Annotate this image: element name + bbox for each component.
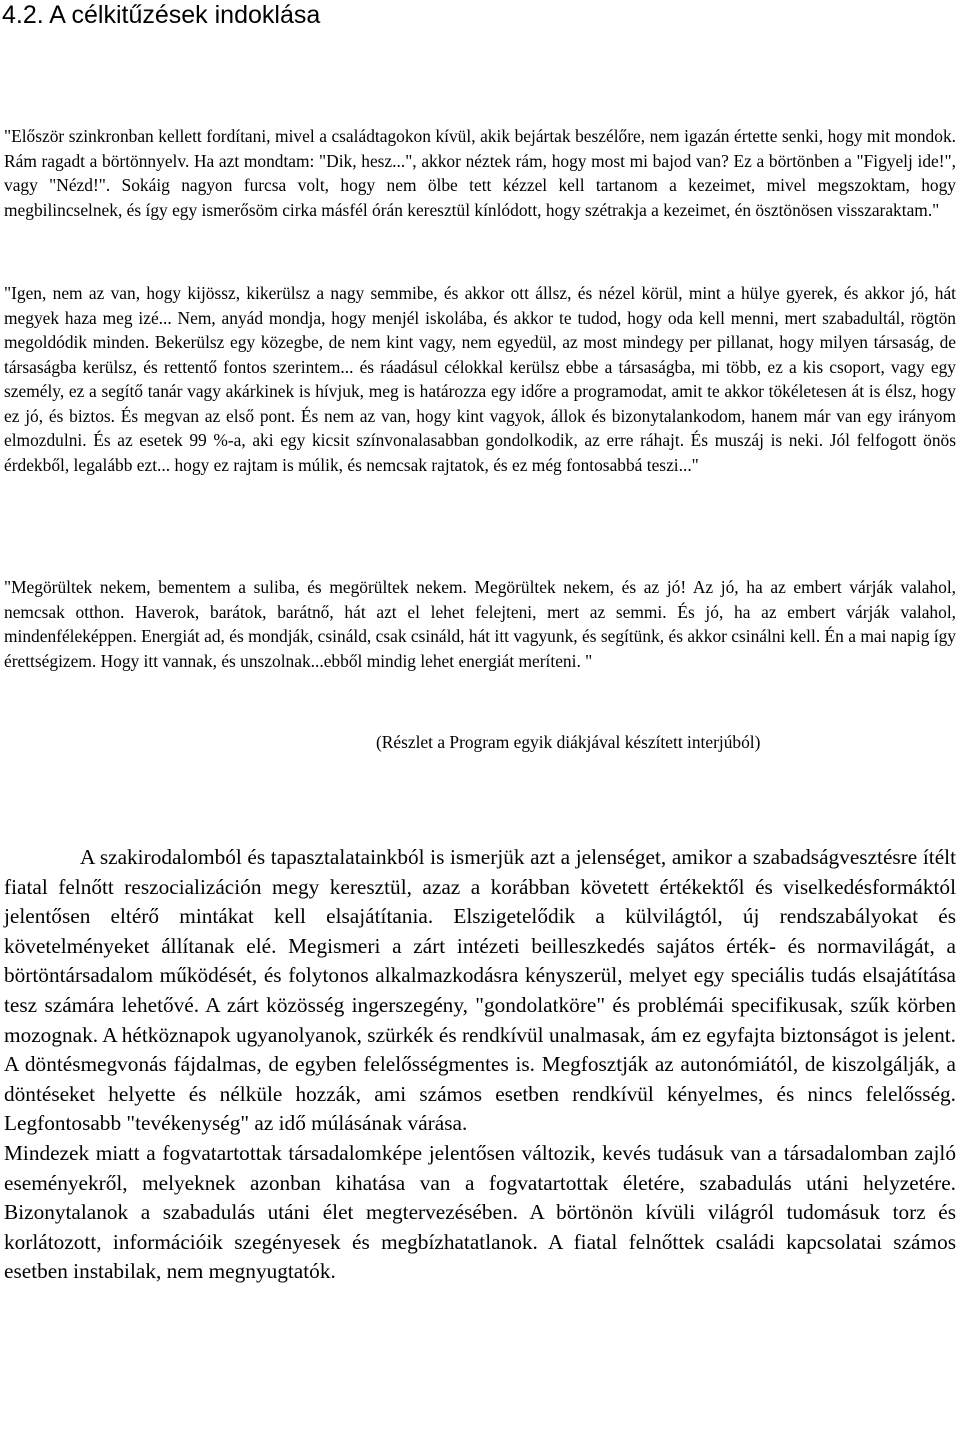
interview-quote-2: "Igen, nem az van, hogy kijössz, kikerülsz a nagy semmibe, és akkor ott állsz, és nézel körül, mint a hülye gyerek, és akkor jó, hát megyek haza meg izé... Nem, anyád mondja, hogy menjél iskolába, és akkor te tudod, hogy oda kell menni, mert szabadultál, rögtön megoldódik minden. Bekerülsz egy közegbe, de nem kint vagy, nem egyedül, az most mindegy per pillanat, hogy milyen társaság, de társaságba kerülsz, és rettentő fontos szerintem... és ráadásul célokkal kerülsz ebbe a társaságba, mi több, ez a kis csoport, vagy egy személy, ez a segítő tanár vagy akárkinek is hívjuk, meg is határozza egy időre a programodat, amit te akkor tökéletesen át is élsz, hogy ez jó, és biztos. És megvan az első pont. És nem az van, hogy kint vagyok, állok és bizonytalankodom, hanem már van egy irányom elmozdulni. És az esetek 99 %-a, aki egy kicsit színvonalasabban gondolkodik, az erre ráhajt. És muszáj is neki. Jól felfogott önös érdekből, legalább ezt... hogy ez rajtam is múlik, és nemcsak rajtatok, és ez még fontosabbá teszi..." bbox=[4, 283, 956, 475]
interview-quote-3: "Megörültek nekem, bementem a suliba, és megörültek nekem. Megörültek nekem, és az jó! Az jó, ha az embert várják valahol, nemcsak otthon. Haverok, barátok, barátnő, hát azt el lehet felejteni, mert az semmi. És jó, ha az embert várják valahol, mindenféleképpen. Energiát ad, és mondják, csináld, csak csináld, hát itt vagyunk, és segítünk, és akkor csinálni kell. Én a mai napig így érettségizem. Hogy itt vannak, és unszolnak...ebből mindig lehet energiát meríteni. " bbox=[4, 577, 956, 671]
interview-quote-1: "Először szinkronban kellett fordítani, mivel a családtagokon kívül, akik bejártak beszélőre, nem igazán értette senki, hogy mit mondok. Rám ragadt a börtönnyelv. Ha azt mondtam: "Dik, hesz...", akkor néztek rám, hogy most mi bajod van? Ez a börtönben a "Figyelj ide!", vagy "Nézd!". Sokáig nagyon furcsa volt, hogy nem ölbe tett kézzel kell tartanom a kezeimet, mivel megszoktam, hogy megbilincselnek, és így egy ismerősöm cirka másfél órán keresztül kínlódott, hogy szétrakja a kezeimet, én ösztönösen visszaraktam." bbox=[4, 126, 956, 220]
body-paragraph-2: Mindezek miatt a fogvatartottak társadalomképe jelentősen változik, kevés tudásuk van a társadalomban zajló eseményekről, melyeknek azonban kihatása van a fogvatartottak életére, szabadulás utáni helyzetére. Bizonytalanok a szabadulás utáni élet megtervezésében. A börtönön kívüli világról tudomásuk torz és korlátozott, információik szegényesek és megbízhatatlanok. A fiatal felnőttek családi kapcsolatai számos esetben instabilak, nem megnyugtatók. bbox=[4, 1140, 956, 1284]
body-text bbox=[4, 843, 956, 1287]
section-heading: 4.2. A célkitűzések indoklása bbox=[2, 1, 321, 29]
interview-caption: (Részlet a Program egyik diákjával készített interjúból) bbox=[376, 732, 761, 752]
body-paragraph-1: A szakirodalomból és tapasztalatainkból is ismerjük azt a jelenséget, amikor a szabadságvesztésre ítélt fiatal felnőtt reszocializáción megy keresztül, azaz a korábban követett értékektől és viselkedésformáktól jelentősen eltérő mintákat kell elsajátítania. Elszigetelődik a külvilágtól, új rendszabályokat és követelményeket állítanak elé. Megismeri a zárt intézeti beilleszkedés sajátos érték- és normavilágát, a börtöntársadalom működését, és folytonos alkalmazkodásra kényszerül, melyet egy speciális tudás elsajátítása tesz számára lehetővé. A zárt közösség ingerszegény, "gondolatköre" és problémái specifikusak, szűk körben mozognak. A hétköznapok ugyanolyanok, szürkék és rendkívül unalmasak, ám ez egyfajta biztonságot is jelent. A döntésmegvonás fájdalmas, de egyben felelősségmentes is. Megfosztják az autonómiától, de kiszolgálják, a döntéseket helyette és nélküle hozzák, ami számos esetben rendkívül kényelmes, és nincs felelősség. Legfontosabb "tevékenység" az idő múlásának várása. bbox=[4, 845, 956, 1136]
